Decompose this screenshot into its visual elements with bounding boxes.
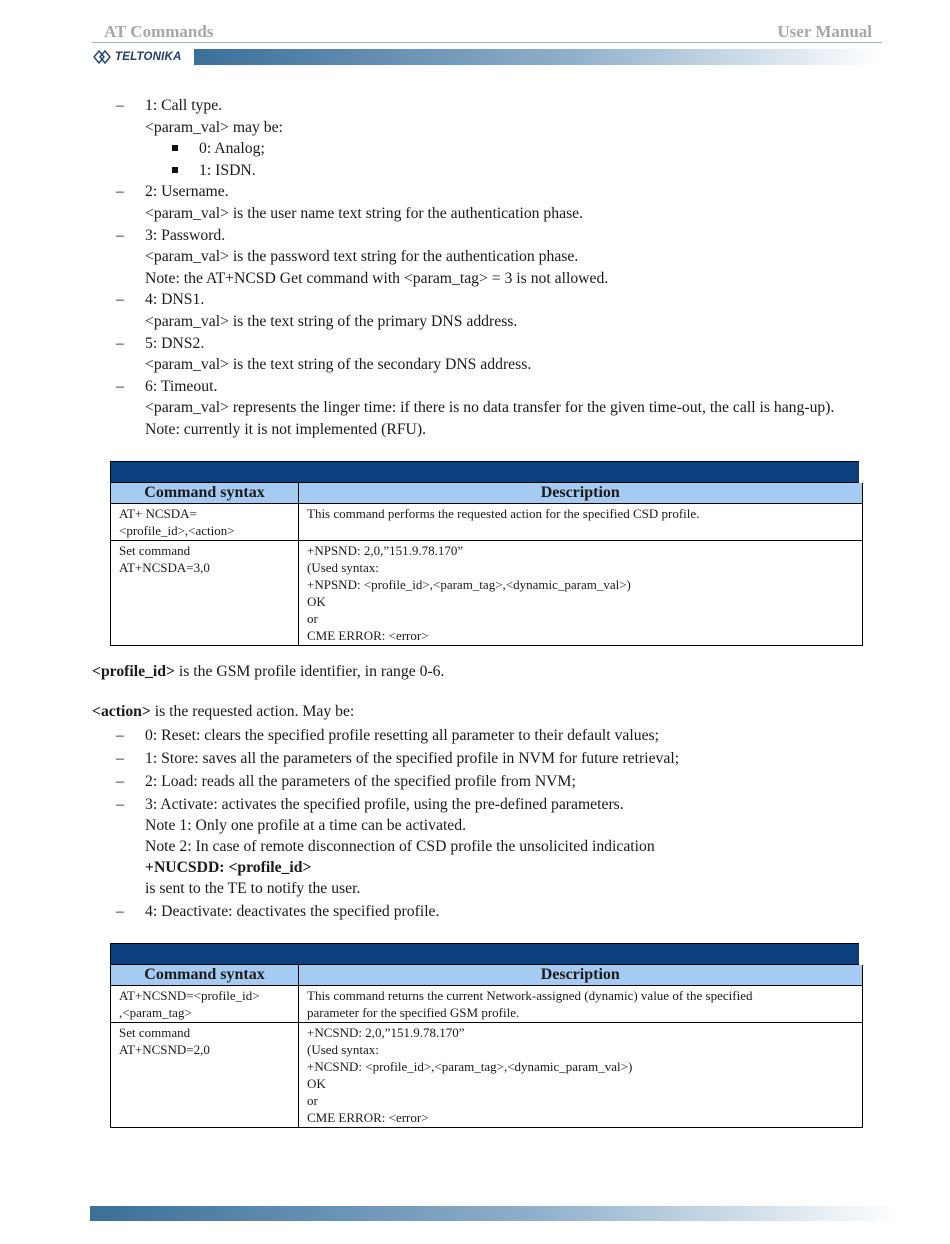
profile-id-paragraph [92, 661, 867, 683]
list-item [145, 376, 867, 441]
ncsda-command-table [110, 461, 865, 646]
col-header-description: Description [299, 482, 863, 503]
cell-line: AT+ NCSDA= [119, 505, 197, 521]
cell-line: <profile_id>,<action> [119, 522, 235, 538]
cell-line: CME ERROR: <error> [307, 1109, 429, 1125]
cell-line: Set command [119, 1024, 191, 1040]
action-item: – 0: Reset: clears the specified profile resetting all parameter to their default values; [145, 726, 659, 744]
syntax-cell [111, 503, 299, 540]
action-list [92, 725, 867, 922]
list-item: 0: Analog; [199, 138, 867, 160]
teltonika-logo [92, 48, 182, 66]
action-item: – 3: Activate: activates the specified profile, using the pre-defined parameters. [145, 795, 624, 813]
param-line: <param_val> represents the linger time: if there is no data transfer for the given time-out, the call is hang-up). [145, 399, 835, 417]
header-divider [92, 42, 882, 43]
cell-line: +NCSND: 2,0,”151.9.78.170” [307, 1024, 465, 1040]
cell-line: (Used syntax: [307, 559, 379, 575]
cell-line: or [307, 610, 318, 626]
cell-line: OK [307, 593, 326, 609]
param-head: – 3: Password. [145, 226, 226, 244]
footer-gradient-bar [90, 1206, 902, 1221]
list-item [145, 289, 867, 332]
param-head: – 2: Username. [145, 183, 229, 201]
profile-id-term: <profile_id> [92, 662, 175, 680]
action-note: Note 2: In case of remote disconnection of CSD profile the unsolicited indication [145, 837, 655, 855]
cell-line: AT+NCSND=<profile_id> [119, 987, 260, 1003]
list-item [145, 225, 867, 290]
ncsnd-command-table [110, 943, 865, 1128]
logo-text: TELTONIKA [115, 51, 182, 63]
action-item: – 2: Load: reads all the parameters of the specified profile from NVM; [145, 772, 576, 790]
list-item [145, 333, 867, 376]
table-row [111, 540, 863, 645]
cell-line: CME ERROR: <error> [307, 627, 429, 643]
cell-line: (Used syntax: [307, 1041, 379, 1057]
cell-line: ,<param_tag> [119, 1004, 192, 1020]
unsolicited-indication: +NUCSDD: <profile_id> [145, 858, 312, 876]
param-line: <param_val> is the text string of the secondary DNS address. [145, 356, 532, 374]
list-item [145, 794, 867, 899]
cell-line: +NPSND: 2,0,”151.9.78.170” [307, 542, 464, 558]
param-head: – 4: DNS1. [145, 291, 205, 309]
list-item [145, 725, 867, 746]
param-head: – 1: Call type. [145, 97, 223, 114]
description-cell [299, 1022, 863, 1127]
param-head: – 5: DNS2. [145, 334, 205, 352]
col-header-syntax: Command syntax [111, 482, 299, 503]
table-header-row [111, 482, 863, 503]
description-cell [299, 503, 863, 540]
param-line: <param_val> is the password text string for the authentication phase. [145, 248, 579, 266]
syntax-cell [111, 985, 299, 1022]
param-line: <param_val> may be: [145, 118, 283, 136]
cell-line: AT+NCSND=2,0 [119, 1041, 210, 1057]
table-row [111, 1022, 863, 1127]
header-title-left: AT Commands [104, 22, 214, 41]
action-term: <action> [92, 703, 151, 721]
cell-line: +NPSND: <profile_id>,<param_tag>,<dynamic_param_val>) [307, 576, 631, 592]
action-note: is sent to the TE to notify the user. [145, 879, 361, 897]
param-note: Note: the AT+NCSD Get command with <param_tag> = 3 is not allowed. [145, 269, 609, 287]
param-head: – 6: Timeout. [145, 377, 218, 395]
header-title-right: User Manual [777, 22, 872, 41]
description-cell [299, 985, 863, 1022]
table-title-bar [111, 943, 863, 964]
param-note: Note: currently it is not implemented (RFU). [145, 420, 427, 438]
list-item [145, 181, 867, 224]
list-item [145, 771, 867, 792]
cell-line: This command performs the requested action for the specified CSD profile. [307, 505, 700, 521]
cell-line: AT+NCSDA=3,0 [119, 559, 210, 575]
table-title-bar [111, 461, 863, 482]
description-cell [299, 540, 863, 645]
action-item: – 1: Store: saves all the parameters of the specified profile in NVM for future retrieval; [145, 749, 680, 767]
action-item: – 4: Deactivate: deactivates the specified profile. [145, 902, 440, 920]
list-item: 1: ISDN. [199, 160, 867, 182]
action-paragraph [92, 701, 867, 723]
header-gradient-bar [194, 49, 882, 65]
cell-line: Set command [119, 542, 191, 558]
call-type-options [145, 138, 867, 181]
profile-id-text: is the GSM profile identifier, in range 0-6. [174, 662, 445, 680]
list-item [145, 95, 867, 181]
logo-mark-icon [92, 50, 114, 64]
syntax-cell [111, 540, 299, 645]
table-row [111, 503, 863, 540]
syntax-cell [111, 1022, 299, 1127]
cell-line: parameter for the specified GSM profile. [307, 1004, 520, 1020]
col-header-syntax: Command syntax [111, 964, 299, 985]
list-item [145, 901, 867, 922]
param-line: <param_val> is the user name text string for the authentication phase. [145, 204, 584, 222]
action-note: Note 1: Only one profile at a time can be activated. [145, 816, 467, 834]
table-header-row [111, 964, 863, 985]
cell-line: OK [307, 1075, 326, 1091]
list-item [145, 748, 867, 769]
cell-line: +NCSND: <profile_id>,<param_tag>,<dynamic_param_val>) [307, 1058, 633, 1074]
col-header-description: Description [299, 964, 863, 985]
page-content [92, 95, 867, 1128]
param-tag-list [92, 95, 867, 441]
table-row [111, 985, 863, 1022]
param-line: <param_val> is the text string of the primary DNS address. [145, 312, 518, 330]
cell-line: or [307, 1092, 318, 1108]
cell-line: This command returns the current Network-assigned (dynamic) value of the specified [307, 987, 753, 1003]
action-text: is the requested action. May be: [150, 703, 355, 721]
